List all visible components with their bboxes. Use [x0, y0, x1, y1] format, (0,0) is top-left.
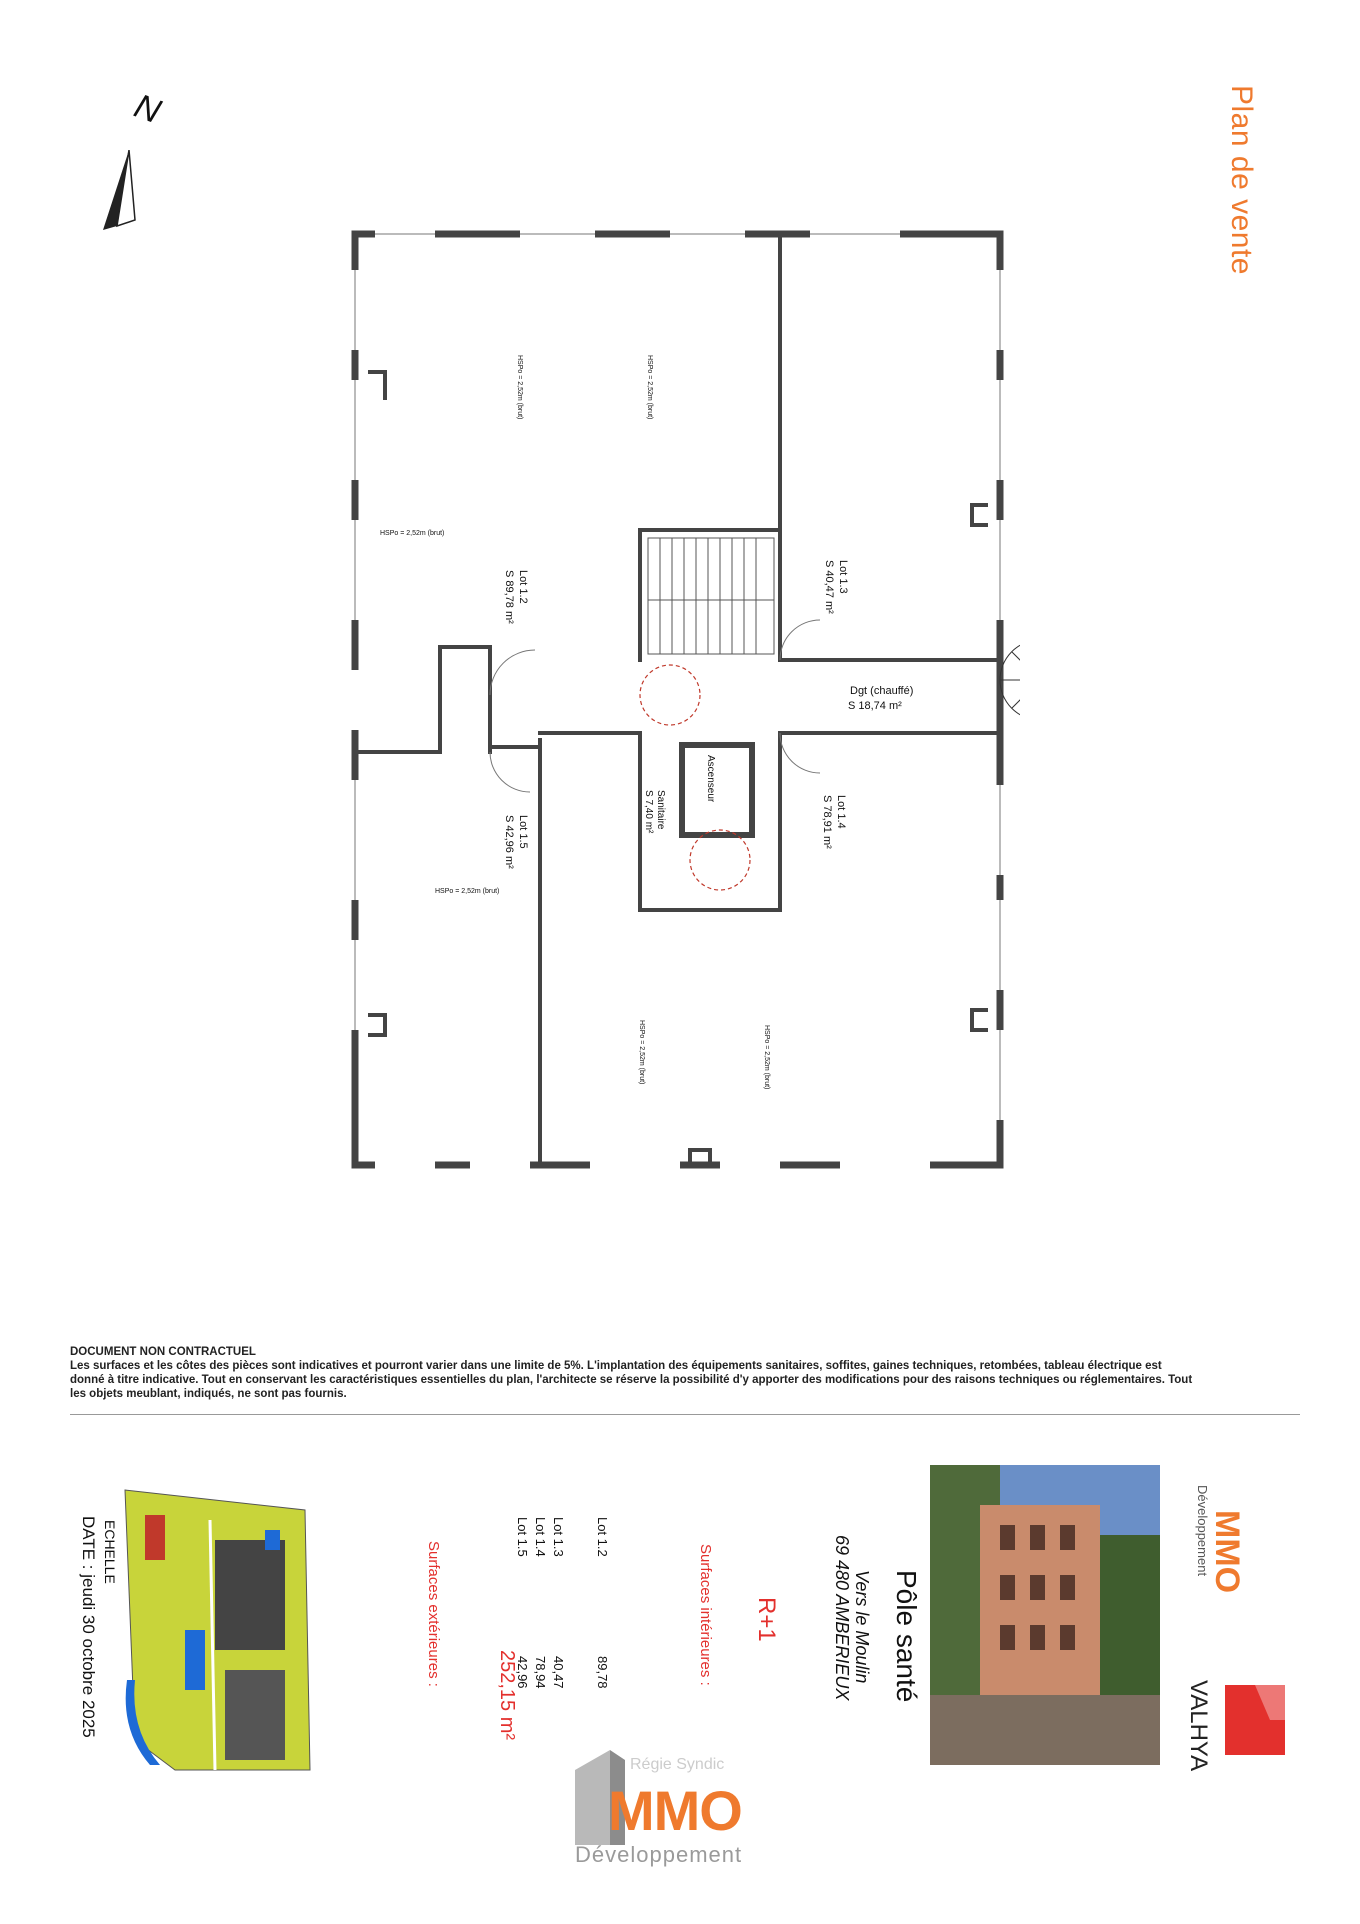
int-surfaces-label: Surfaces intérieures : — [697, 1544, 714, 1686]
valhya-logo-text: VALHYA — [1185, 1680, 1212, 1772]
project-place: Vers le Moulin — [852, 1570, 872, 1684]
lot-name: Lot 1.4 — [533, 1517, 548, 1557]
disclaimer-line: Les surfaces et les côtes des pièces sont indicatives et pourront varier dans une limite de 5%. L'implantation des équipements sanitaires, soffites, gaines techniques, retombées, tableau électrique est — [70, 1360, 1162, 1372]
valhya-mark-icon — [1220, 1680, 1295, 1760]
height-label: HSPo = 2,52m (brut) — [516, 355, 523, 420]
north-label: N — [129, 86, 166, 132]
total-surface: 252,15 m² — [496, 1650, 518, 1741]
mmo-logo — [1196, 1480, 1266, 1630]
height-label: HSPo = 2,52m (brut) — [380, 530, 445, 537]
lot-name: Lot 1.2 — [595, 1517, 610, 1557]
divider — [70, 1414, 1300, 1415]
lot-value: 78,94 — [533, 1656, 548, 1689]
elevator-label: Ascenseur — [705, 755, 716, 803]
mmo-logo-sub: Développement — [1195, 1485, 1210, 1577]
room-lot-1-2: Lot 1.2 S 89,78 m² — [503, 570, 529, 624]
room-lot-1-3: Lot 1.3 S 40,47 m² — [823, 560, 849, 614]
page-title: Plan de vente — [1225, 85, 1258, 275]
project-photo — [930, 1465, 1160, 1765]
room-lot-1-4: Lot 1.4 S 78,91 m² — [821, 795, 847, 849]
height-label: HSPo = 2,52m (brut) — [638, 1020, 645, 1085]
watermark-brand: MMO — [608, 1779, 742, 1842]
height-label: HSPo = 2,52m (brut) — [435, 888, 500, 895]
project-title: Pôle santé — [891, 1570, 922, 1703]
valhya-logo — [1185, 1680, 1300, 1790]
disclaimer — [70, 1345, 1290, 1401]
disclaimer-line: les objets meublant, indiqués, ne sont pas fournis. — [70, 1388, 347, 1400]
floor-plan — [340, 220, 1020, 1200]
lot-value: 42,96 — [515, 1656, 530, 1689]
north-arrow-icon — [95, 150, 155, 240]
date-text: DATE : jeudi 30 octobre 2025 — [79, 1516, 98, 1738]
level-label: R+1 — [753, 1597, 780, 1642]
watermark — [570, 1750, 800, 1870]
lot-name: Lot 1.3 — [551, 1517, 566, 1557]
disclaimer-line: donné à titre indicative. Tout en conservant les caractéristiques essentielles du plan, l'architecte se réserve la possibilité d'y apporter des modifications pour des raisons techniques ou réglementaires. Tout — [70, 1374, 1193, 1386]
lot-name: Lot 1.5 — [515, 1517, 530, 1557]
north-arrow — [95, 86, 175, 250]
height-label: HSPo = 2,52m (brut) — [763, 1025, 770, 1090]
watermark-top: Régie Syndic — [630, 1756, 725, 1773]
lot-value: 89,78 — [595, 1656, 610, 1689]
height-label: HSPo = 2,52m (brut) — [646, 355, 653, 420]
room-lot-1-5: Lot 1.5 S 42,96 m² — [503, 815, 529, 869]
room-dgt: Dgt (chauffé) S 18,74 m² — [848, 685, 914, 712]
project-city: 69 480 AMBERIEUX — [832, 1535, 852, 1701]
watermark-sub: Développement — [575, 1842, 743, 1867]
site-plan-thumbnail — [115, 1480, 315, 1780]
room-sanitaire: Sanitaire S 7,40 m² — [643, 790, 666, 834]
scale-label: ECHELLE — [102, 1520, 118, 1584]
disclaimer-title: DOCUMENT NON CONTRACTUEL — [70, 1346, 256, 1358]
lot-value: 40,47 — [551, 1656, 566, 1689]
ext-surfaces-label: Surfaces extérieures : — [425, 1541, 442, 1687]
mmo-logo-text: MMO — [1208, 1510, 1246, 1594]
